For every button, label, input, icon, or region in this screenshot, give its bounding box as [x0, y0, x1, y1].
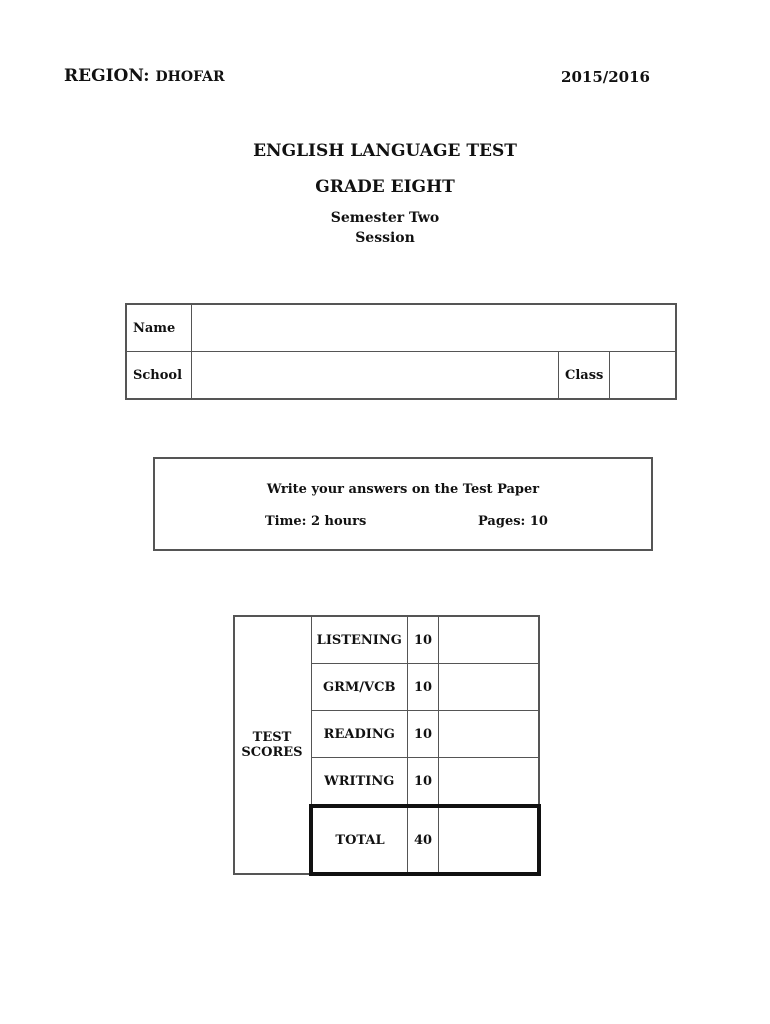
total-score-field[interactable] [439, 806, 540, 874]
name-label: Name [126, 304, 192, 352]
section-reading: READING [311, 711, 408, 758]
score-field-grm-vcb[interactable] [439, 664, 540, 711]
class-field[interactable] [610, 352, 676, 400]
academic-year: 2015/2016 [561, 68, 650, 86]
semester-label: Semester Two [330, 210, 440, 226]
max-score: 10 [408, 616, 439, 664]
section-listening: LISTENING [311, 616, 408, 664]
section-writing: WRITING [311, 758, 408, 807]
section-grm-vcb: GRM/VCB [311, 664, 408, 711]
total-max-score: 40 [408, 806, 439, 874]
test-scores-table [233, 615, 541, 876]
test-scores-label: TEST SCORES [234, 616, 311, 874]
score-field-reading[interactable] [439, 711, 540, 758]
table-row [234, 616, 539, 664]
time-label: Time: 2 hours [265, 514, 367, 529]
region-value: DHOFAR [155, 69, 225, 85]
instructions-box [153, 457, 653, 551]
pages-label: Pages: 10 [478, 514, 548, 529]
score-field-listening[interactable] [439, 616, 540, 664]
session-label: Session [355, 230, 415, 246]
test-title: ENGLISH LANGUAGE TEST [253, 141, 517, 161]
class-label: Class [559, 352, 610, 400]
score-field-writing[interactable] [439, 758, 540, 807]
grade-title: GRADE EIGHT [315, 177, 455, 197]
school-field[interactable] [192, 352, 559, 400]
school-row [126, 352, 676, 400]
max-score: 10 [408, 664, 439, 711]
max-score: 10 [408, 758, 439, 807]
region-line [64, 66, 225, 86]
max-score: 10 [408, 711, 439, 758]
total-label: TOTAL [311, 806, 408, 874]
student-info-table [125, 303, 677, 400]
instructions-text: Write your answers on the Test Paper [266, 482, 540, 497]
region-label: REGION: [64, 66, 150, 86]
name-row [126, 304, 676, 352]
school-label: School [126, 352, 192, 400]
name-field[interactable] [192, 304, 677, 352]
